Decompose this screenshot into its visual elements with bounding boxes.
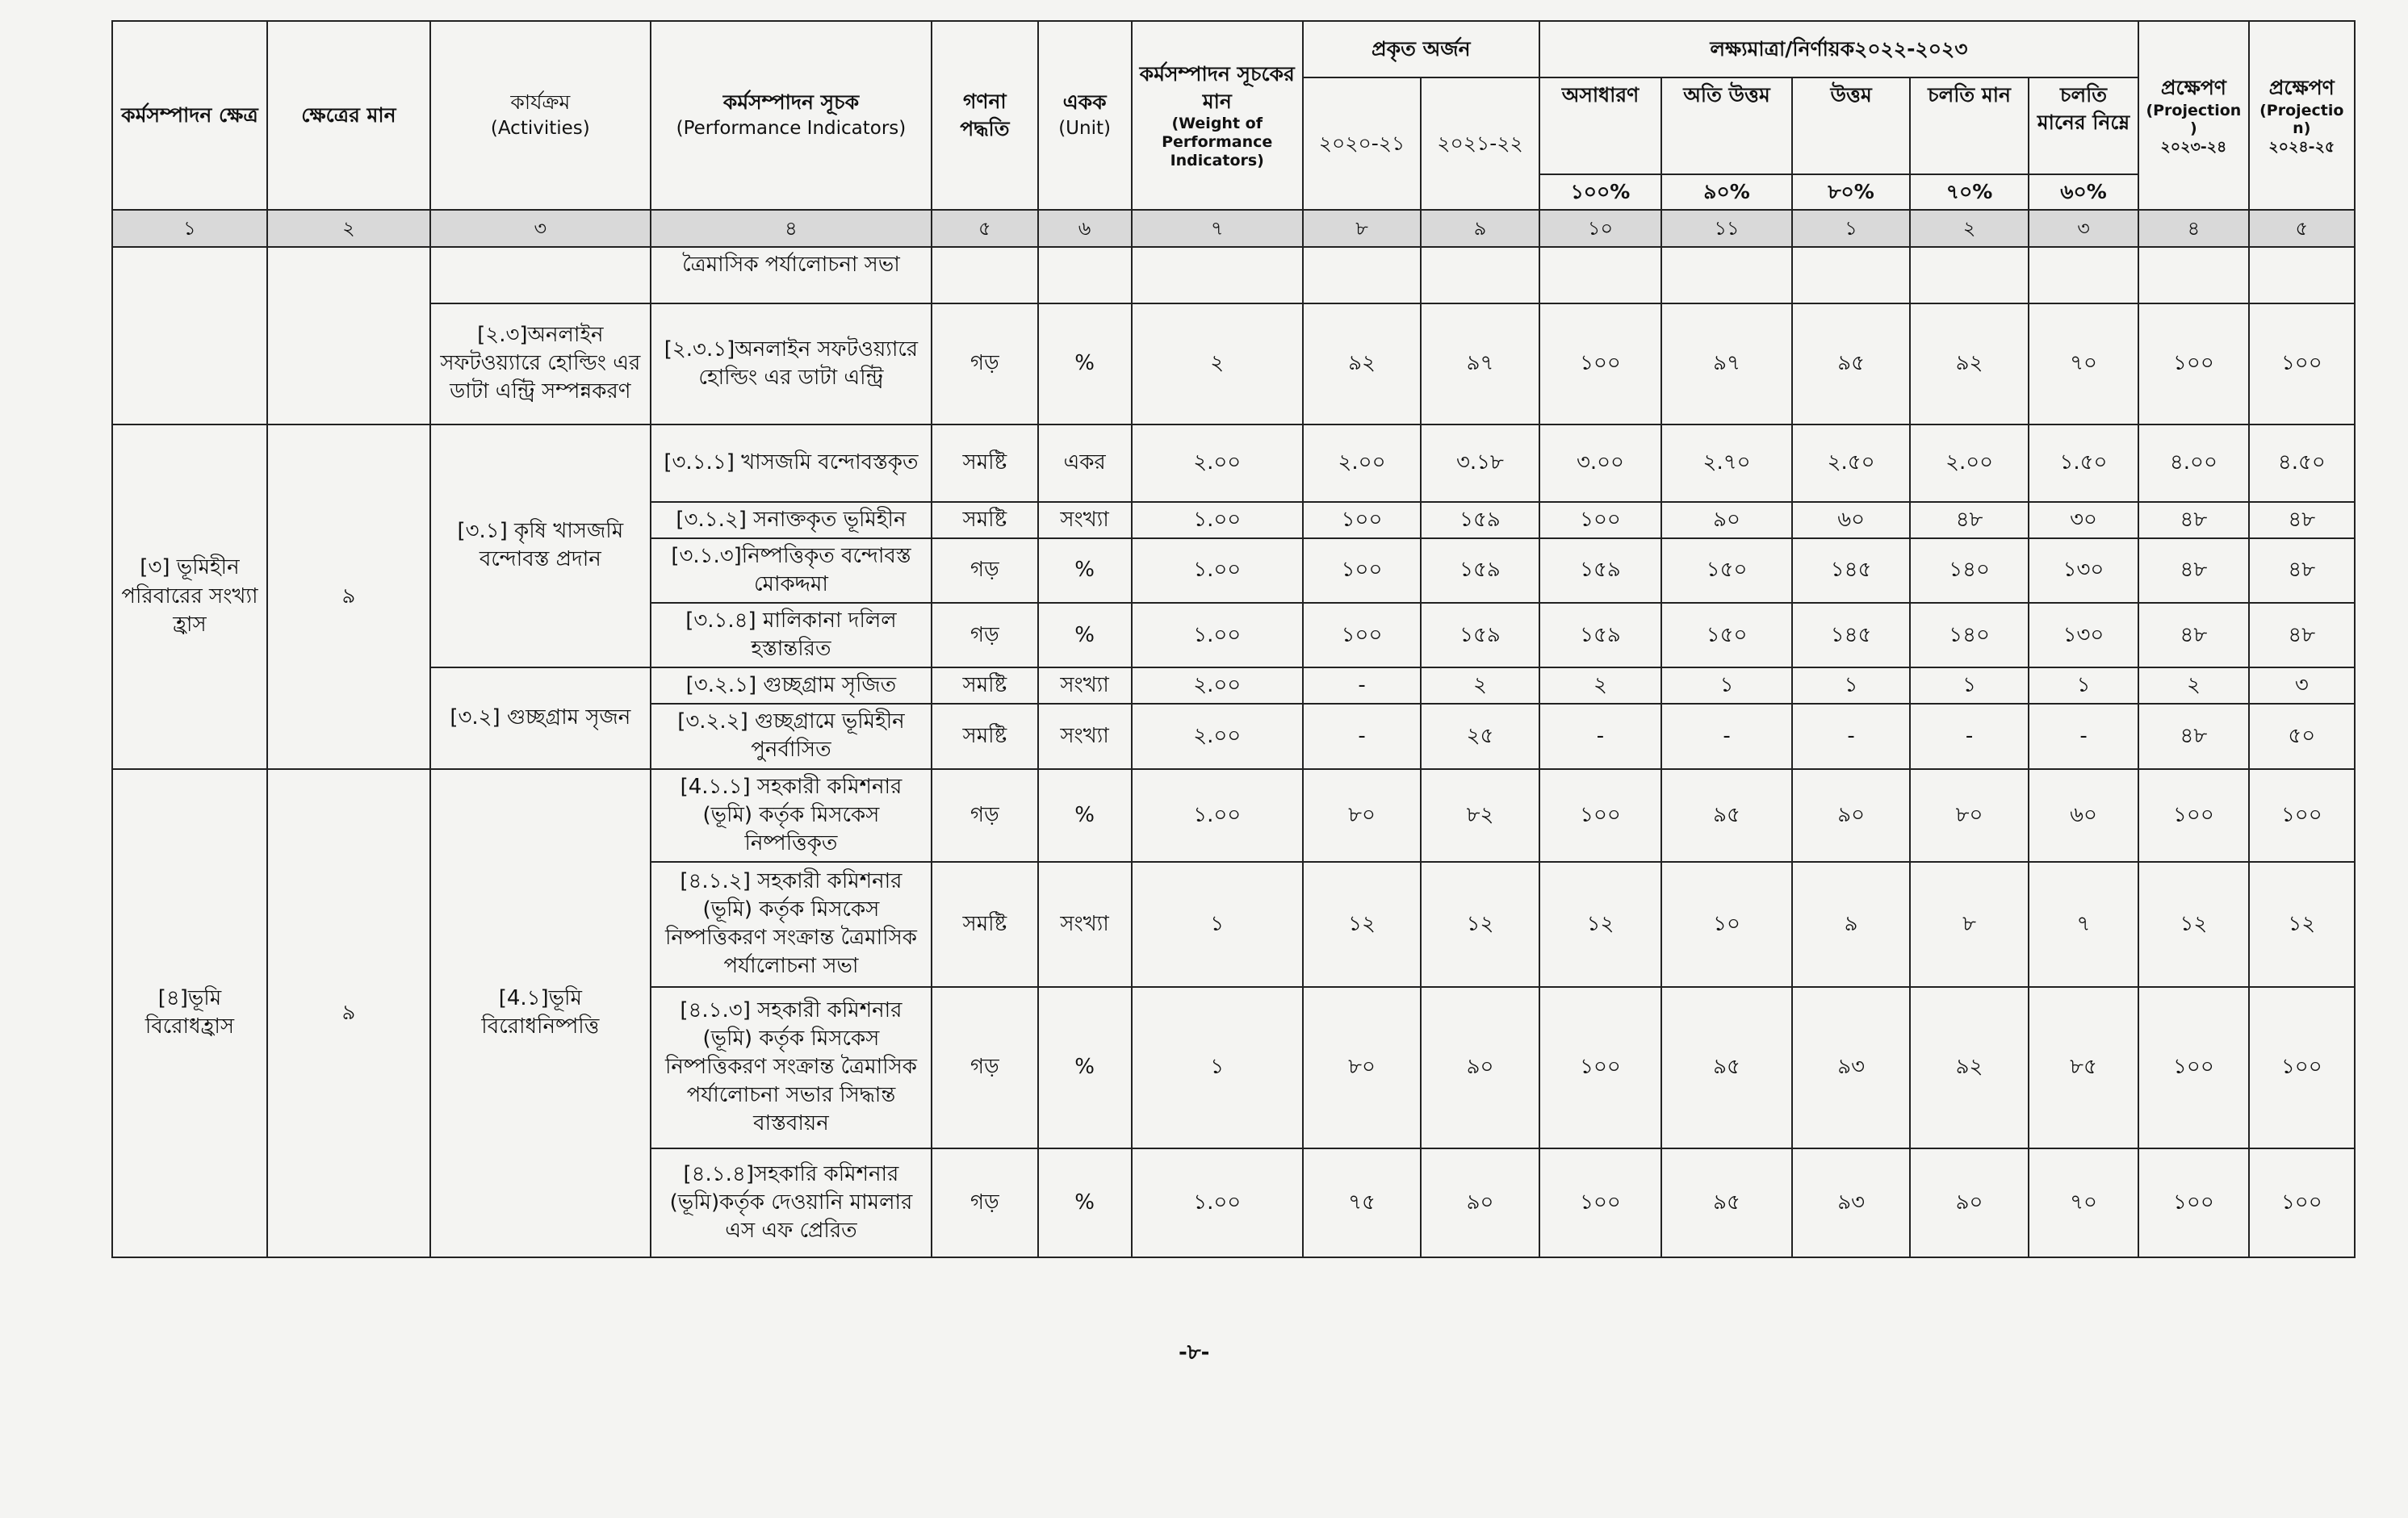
target-cell: ৯২ <box>1910 303 2028 424</box>
col-area-value-header: ক্ষেত্রের মান <box>267 21 430 210</box>
target-header: লক্ষ্যমাত্রা/নির্ণায়ক২০২২-২০২৩ <box>1539 21 2139 77</box>
col-number: ৫ <box>2249 210 2355 247</box>
method-cell: গড় <box>932 769 1037 862</box>
activity-cell-empty <box>430 247 651 303</box>
target-cell: ২.৫০ <box>1792 424 1910 502</box>
target-cell: - <box>1539 704 1662 768</box>
t3-header: উত্তম <box>1792 77 1910 174</box>
actual-cell: ১৫৯ <box>1421 538 1539 603</box>
target-cell: ৯০ <box>1792 769 1910 862</box>
actual-cell: ৮০ <box>1303 987 1421 1148</box>
method-cell: সমষ্টি <box>932 862 1037 987</box>
actual-cell: ৯০ <box>1421 987 1539 1148</box>
cell <box>1539 247 1662 303</box>
col-unit-header <box>1038 21 1132 210</box>
t4-header: চলতি মান <box>1910 77 2028 174</box>
weight-cell: ১.০০ <box>1132 502 1303 538</box>
target-cell: ৭০ <box>2029 1148 2138 1257</box>
indicator-cell: [৩.১.৩]নিষ্পত্তিকৃত বন্দোবস্ত মোকদ্দমা <box>651 538 932 603</box>
actual-cell: - <box>1303 667 1421 704</box>
projection-cell: ৪.৫০ <box>2249 424 2355 502</box>
col-number: ৮ <box>1303 210 1421 247</box>
weight-cell: ১.০০ <box>1132 603 1303 667</box>
target-cell: ১০ <box>1661 862 1792 987</box>
unit-cell: % <box>1038 987 1132 1148</box>
proj1-header <box>2138 21 2248 210</box>
cell <box>2029 247 2138 303</box>
col-indicator-header <box>651 21 932 210</box>
cell <box>1132 247 1303 303</box>
area-cell-empty <box>112 247 267 424</box>
t5-header: চলতি মানের নিম্নে <box>2029 77 2138 174</box>
actual-cell: ১০০ <box>1303 502 1421 538</box>
actual-cell: ৮০ <box>1303 769 1421 862</box>
weight-bn: কর্মসম্পাদন সূচকের মান <box>1139 61 1295 113</box>
actual-cell: ৩.১৮ <box>1421 424 1539 502</box>
target-cell: ৭ <box>2029 862 2138 987</box>
area-value-cell: ৯ <box>267 769 430 1257</box>
target-cell: ৯৫ <box>1661 1148 1792 1257</box>
table-row <box>112 247 2355 303</box>
pct-80: ৮০% <box>1792 174 1910 210</box>
actual-cell: ১২ <box>1303 862 1421 987</box>
target-cell: ৯০ <box>1661 502 1792 538</box>
area-cell: [৩] ভূমিহীন পরিবারের সংখ্যা হ্রাস <box>112 424 267 769</box>
pct-90: ৯০% <box>1661 174 1792 210</box>
projection-cell: ২ <box>2138 667 2248 704</box>
projection-cell: ৪৮ <box>2249 538 2355 603</box>
col-number: ৪ <box>651 210 932 247</box>
projection-cell: ১০০ <box>2249 987 2355 1148</box>
target-cell: ২ <box>1539 667 1662 704</box>
indicator-cell: [২.৩.১]অনলাইন সফটওয়্যারে হোল্ডিং এর ডাটা এন্ট্রি <box>651 303 932 424</box>
indicator-cell: [৪.১.২] সহকারী কমিশনার (ভূমি) কর্তৃক মিসকেস নিষ্পত্তিকরণ সংক্রান্ত ত্রৈমাসিক পর্যালোচনা সভা <box>651 862 932 987</box>
unit-cell: সংখ্যা <box>1038 862 1132 987</box>
table-row <box>112 667 2355 704</box>
actual-cell: ১২ <box>1421 862 1539 987</box>
table-row <box>112 303 2355 424</box>
proj1-bn: প্রক্ষেপণ <box>2160 75 2226 99</box>
target-cell: ১.৫০ <box>2029 424 2138 502</box>
col-number: ১১ <box>1661 210 1792 247</box>
weight-cell: ১.০০ <box>1132 538 1303 603</box>
projection-cell: ৪৮ <box>2138 502 2248 538</box>
indicator-cell: ত্রৈমাসিক পর্যালোচনা সভা <box>651 247 932 303</box>
activity-cell: [৩.২] গুচ্ছগ্রাম সৃজন <box>430 667 651 768</box>
actual-cell: ৯৭ <box>1421 303 1539 424</box>
col-number: ২ <box>267 210 430 247</box>
method-cell: গড় <box>932 1148 1037 1257</box>
col-number: ৪ <box>2138 210 2248 247</box>
weight-en: (Weight of Performance Indicators) <box>1162 115 1273 170</box>
actual-cell: ১০০ <box>1303 603 1421 667</box>
actual-cell: ৮২ <box>1421 769 1539 862</box>
col-number: ১০ <box>1539 210 1662 247</box>
target-cell: ৯৭ <box>1661 303 1792 424</box>
weight-cell: ১ <box>1132 987 1303 1148</box>
target-cell: ১ <box>1792 667 1910 704</box>
actual-cell: ১৫৯ <box>1421 502 1539 538</box>
proj2-header <box>2249 21 2355 210</box>
indicator-cell: [৩.১.৪] মালিকানা দলিল হস্তান্তরিত <box>651 603 932 667</box>
method-cell: সমষ্টি <box>932 704 1037 768</box>
actual-cell: ২.০০ <box>1303 424 1421 502</box>
unit-cell: % <box>1038 1148 1132 1257</box>
target-cell: ৯২ <box>1910 987 2028 1148</box>
unit-cell: সংখ্যা <box>1038 667 1132 704</box>
activities-en: (Activities) <box>490 118 590 140</box>
target-cell: ৯৫ <box>1661 987 1792 1148</box>
t1-header: অসাধারণ <box>1539 77 1662 174</box>
performance-table <box>111 20 2356 1258</box>
target-cell: ৯৩ <box>1792 1148 1910 1257</box>
t2-header: অতি উত্তম <box>1661 77 1792 174</box>
col-activities-header <box>430 21 651 210</box>
proj2-bn: প্রক্ষেপণ <box>2268 75 2335 99</box>
projection-cell: ১০০ <box>2138 987 2248 1148</box>
col-number: ১ <box>1792 210 1910 247</box>
col-number: ৩ <box>430 210 651 247</box>
cell <box>1421 247 1539 303</box>
unit-cell: সংখ্যা <box>1038 704 1132 768</box>
target-cell: ১৪০ <box>1910 603 2028 667</box>
cell <box>1303 247 1421 303</box>
target-cell: ২.৭০ <box>1661 424 1792 502</box>
actual-cell: ৯০ <box>1421 1148 1539 1257</box>
target-cell: ১০০ <box>1539 987 1662 1148</box>
area-value-cell: ৯ <box>267 424 430 769</box>
target-cell: - <box>1792 704 1910 768</box>
year1-header: ২০২০-২১ <box>1303 77 1421 210</box>
target-cell: ১ <box>2029 667 2138 704</box>
target-cell: - <box>1661 704 1792 768</box>
cell <box>2138 247 2248 303</box>
method-cell: গড় <box>932 603 1037 667</box>
cell <box>1910 247 2028 303</box>
pct-60: ৬০% <box>2029 174 2138 210</box>
target-cell: ৮০ <box>1910 769 2028 862</box>
target-cell: ৭০ <box>2029 303 2138 424</box>
projection-cell: ১০০ <box>2249 769 2355 862</box>
page-number: -৮- <box>1179 1340 1210 1365</box>
projection-cell: ৪৮ <box>2249 603 2355 667</box>
cell <box>1792 247 1910 303</box>
proj1-year: ২০২৩-২৪ <box>2160 138 2227 157</box>
weight-cell: ২.০০ <box>1132 704 1303 768</box>
target-cell: ৬০ <box>2029 769 2138 862</box>
activity-cell: [৩.১] কৃষি খাসজমি বন্দোবস্ত প্রদান <box>430 424 651 667</box>
actual-cell: ২৫ <box>1421 704 1539 768</box>
target-cell: - <box>2029 704 2138 768</box>
weight-cell: ১.০০ <box>1132 769 1303 862</box>
unit-cell: % <box>1038 769 1132 862</box>
target-cell: ১৩০ <box>2029 538 2138 603</box>
unit-cell: % <box>1038 303 1132 424</box>
activity-cell: [২.৩]অনলাইন সফটওয়্যারে হোল্ডিং এর ডাটা এন্ট্রি সম্পন্নকরণ <box>430 303 651 424</box>
target-cell: ২.০০ <box>1910 424 2028 502</box>
target-cell: ১০০ <box>1539 502 1662 538</box>
col-number: ৯ <box>1421 210 1539 247</box>
header-row-1 <box>112 21 2355 77</box>
col-number: ১ <box>112 210 267 247</box>
weight-cell: ২.০০ <box>1132 667 1303 704</box>
col-number: ৬ <box>1038 210 1132 247</box>
target-cell: ১৫০ <box>1661 538 1792 603</box>
method-cell: সমষ্টি <box>932 424 1037 502</box>
area-cell: [৪]ভূমি বিরোধহ্রাস <box>112 769 267 1257</box>
target-cell: ১৫০ <box>1661 603 1792 667</box>
unit-cell: একর <box>1038 424 1132 502</box>
target-cell: ১০০ <box>1539 1148 1662 1257</box>
col-weight-header <box>1132 21 1303 210</box>
projection-cell: ৫০ <box>2249 704 2355 768</box>
method-cell: সমষ্টি <box>932 667 1037 704</box>
apa-page <box>111 20 2356 1258</box>
actual-cell: - <box>1303 704 1421 768</box>
indicator-en: (Performance Indicators) <box>676 118 907 140</box>
cell <box>2249 247 2355 303</box>
target-cell: ১৩০ <box>2029 603 2138 667</box>
target-cell: ১৫৯ <box>1539 603 1662 667</box>
projection-cell: ৪.০০ <box>2138 424 2248 502</box>
proj1-en: (Projection) <box>2146 101 2242 138</box>
target-cell: ১৪০ <box>1910 538 2028 603</box>
projection-cell: ৪৮ <box>2249 502 2355 538</box>
indicator-cell: [৩.১.১] খাসজমি বন্দোবস্তকৃত <box>651 424 932 502</box>
method-cell: গড় <box>932 303 1037 424</box>
weight-cell: ১ <box>1132 862 1303 987</box>
target-cell: ৩০ <box>2029 502 2138 538</box>
col-number: ৭ <box>1132 210 1303 247</box>
pct-100: ১০০% <box>1539 174 1662 210</box>
col-area-header: কর্মসম্পাদন ক্ষেত্র <box>112 21 267 210</box>
cell <box>1661 247 1792 303</box>
target-cell: ৪৮ <box>1910 502 2028 538</box>
method-cell: গড় <box>932 538 1037 603</box>
proj2-year: ২০২৪-২৫ <box>2268 138 2335 157</box>
method-cell: গড় <box>932 987 1037 1148</box>
unit-cell: সংখ্যা <box>1038 502 1132 538</box>
target-cell: ১০০ <box>1539 303 1662 424</box>
actual-cell: ৯২ <box>1303 303 1421 424</box>
projection-cell: ৪৮ <box>2138 538 2248 603</box>
projection-cell: ১০০ <box>2249 1148 2355 1257</box>
year2-header: ২০২১-২২ <box>1421 77 1539 210</box>
target-cell: ১৫৯ <box>1539 538 1662 603</box>
indicator-cell: [৩.১.২] সনাক্তকৃত ভূমিহীন <box>651 502 932 538</box>
projection-cell: ১০০ <box>2138 303 2248 424</box>
unit-bn: একক <box>1062 90 1107 115</box>
cell <box>1038 247 1132 303</box>
projection-cell: ৩ <box>2249 667 2355 704</box>
actual-cell: ১০০ <box>1303 538 1421 603</box>
projection-cell: ৪৮ <box>2138 704 2248 768</box>
target-cell: ৯৫ <box>1792 303 1910 424</box>
weight-cell: ১.০০ <box>1132 1148 1303 1257</box>
unit-en: (Unit) <box>1058 118 1111 140</box>
col-method-header: গণনা পদ্ধতি <box>932 21 1037 210</box>
unit-cell: % <box>1038 538 1132 603</box>
cell <box>932 247 1037 303</box>
target-cell: ৮৫ <box>2029 987 2138 1148</box>
unit-cell: % <box>1038 603 1132 667</box>
method-cell: সমষ্টি <box>932 502 1037 538</box>
col-number: ৩ <box>2029 210 2138 247</box>
target-cell: ১ <box>1910 667 2028 704</box>
indicator-cell: [৪.১.৪]সহকারি কমিশনার (ভূমি)কর্তৃক দেওয়ানি মামলার এস এফ প্রেরিত <box>651 1148 932 1257</box>
indicator-cell: [৩.২.২] গুচ্ছগ্রামে ভূমিহীন পুনর্বাসিত <box>651 704 932 768</box>
target-cell: - <box>1910 704 2028 768</box>
target-cell: ১ <box>1661 667 1792 704</box>
indicator-bn: কর্মসম্পাদন সূচক <box>722 90 860 115</box>
projection-cell: ১০০ <box>2249 303 2355 424</box>
projection-cell: ১২ <box>2138 862 2248 987</box>
indicator-cell: [৪.১.৩] সহকারী কমিশনার (ভূমি) কর্তৃক মিসকেস নিষ্পত্তিকরণ সংক্রান্ত ত্রৈমাসিক পর্যালোচনা সভার সিদ্ধান্ত বাস্তবায়ন <box>651 987 932 1148</box>
column-number-row <box>112 210 2355 247</box>
target-cell: ৯৫ <box>1661 769 1792 862</box>
target-cell: ৩.০০ <box>1539 424 1662 502</box>
target-cell: ৮ <box>1910 862 2028 987</box>
actual-header: প্রকৃত অর্জন <box>1303 21 1539 77</box>
target-cell: ৯০ <box>1910 1148 2028 1257</box>
actual-cell: ৭৫ <box>1303 1148 1421 1257</box>
projection-cell: ১০০ <box>2138 769 2248 862</box>
table-row <box>112 769 2355 862</box>
table-row <box>112 424 2355 502</box>
target-cell: ১৪৫ <box>1792 538 1910 603</box>
activity-cell: [4.১]ভূমি বিরোধনিষ্পত্তি <box>430 769 651 1257</box>
target-cell: ৬০ <box>1792 502 1910 538</box>
projection-cell: ১২ <box>2249 862 2355 987</box>
proj2-en: (Projection) <box>2259 101 2344 138</box>
weight-cell: ২ <box>1132 303 1303 424</box>
area-value-empty <box>267 247 430 424</box>
actual-cell: ২ <box>1421 667 1539 704</box>
target-cell: ১০০ <box>1539 769 1662 862</box>
target-cell: ১২ <box>1539 862 1662 987</box>
target-cell: ১৪৫ <box>1792 603 1910 667</box>
indicator-cell: [4.১.১] সহকারী কমিশনার (ভূমি) কর্তৃক মিসকেস নিষ্পত্তিকৃত <box>651 769 932 862</box>
target-cell: ৯ <box>1792 862 1910 987</box>
indicator-cell: [৩.২.১] গুচ্ছগ্রাম সৃজিত <box>651 667 932 704</box>
target-cell: ৯৩ <box>1792 987 1910 1148</box>
pct-70: ৭০% <box>1910 174 2028 210</box>
actual-cell: ১৫৯ <box>1421 603 1539 667</box>
col-number: ৫ <box>932 210 1037 247</box>
projection-cell: ১০০ <box>2138 1148 2248 1257</box>
weight-cell: ২.০০ <box>1132 424 1303 502</box>
projection-cell: ৪৮ <box>2138 603 2248 667</box>
col-number: ২ <box>1910 210 2028 247</box>
activities-bn: কার্যক্রম <box>510 90 571 115</box>
